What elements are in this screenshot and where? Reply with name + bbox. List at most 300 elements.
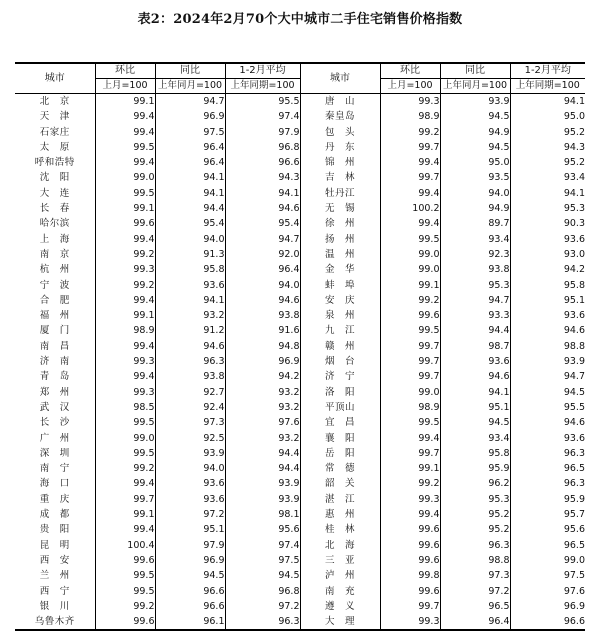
right-mom-cell: 99.7: [380, 599, 440, 614]
left-avg-cell: 93.9: [225, 492, 300, 507]
right-avg-cell: 95.7: [510, 507, 585, 522]
right-city-cell: 赣 州: [300, 339, 380, 354]
right-avg-cell: 96.3: [510, 446, 585, 461]
table-row: [15, 186, 585, 201]
right-avg-cell: 95.0: [510, 109, 585, 124]
right-mom-cell: 99.0: [380, 247, 440, 262]
table-row: [15, 385, 585, 400]
left-city-cell: 长 春: [39, 203, 70, 215]
right-mom-cell: 99.7: [380, 446, 440, 461]
right-city-cell: 岳 阳: [300, 446, 380, 461]
left-yoy-cell: 93.6: [155, 278, 225, 293]
left-yoy-cell: 91.3: [155, 247, 225, 262]
left-mom-cell: 99.2: [95, 461, 155, 476]
right-avg-cell: 94.5: [510, 385, 585, 400]
right-city-cell: 安 庆: [300, 293, 380, 308]
left-mom-cell: 99.5: [95, 140, 155, 155]
left-yoy-cell: 97.9: [155, 538, 225, 553]
table-row: [15, 293, 585, 308]
right-yoy-cell: 95.0: [440, 155, 510, 170]
table-row: [15, 323, 585, 338]
left-yoy-cell: 94.0: [155, 461, 225, 476]
left-city-cell: 深 圳: [39, 447, 70, 459]
table-row: [15, 431, 585, 446]
left-city-cell: 西 安: [39, 554, 70, 566]
right-avg-cell: 95.9: [510, 492, 585, 507]
left-avg-cell: 95.5: [225, 94, 300, 110]
left-yoy-cell: 96.6: [155, 584, 225, 599]
table-row: [15, 247, 585, 262]
left-yoy-cell: 93.6: [155, 492, 225, 507]
left-yoy-cell: 95.8: [155, 262, 225, 277]
right-city-cell: 温 州: [300, 247, 380, 262]
right-yoy-cell: 93.4: [440, 232, 510, 247]
right-mom-cell: 99.5: [380, 323, 440, 338]
right-yoy-cell: 92.3: [440, 247, 510, 262]
left-yoy-cell: 96.9: [155, 553, 225, 568]
right-yoy-cell: 94.9: [440, 125, 510, 140]
right-yoy-cell: 94.0: [440, 186, 510, 201]
right-yoy-cell: 95.3: [440, 492, 510, 507]
left-yoy-cell: 91.2: [155, 323, 225, 338]
right-yoy-cell: 96.5: [440, 599, 510, 614]
left-yoy-cell: 97.2: [155, 507, 225, 522]
left-mom-cell: 99.7: [95, 492, 155, 507]
left-city-cell: 成 都: [39, 509, 70, 521]
right-avg-cell: 94.7: [510, 369, 585, 384]
right-yoy-cell: 93.8: [440, 262, 510, 277]
table-title: 表2：2024年2月70个大中城市二手住宅销售价格指数: [137, 12, 463, 27]
table-row: [15, 599, 585, 614]
right-yoy-cell: 95.8: [440, 446, 510, 461]
left-yoy-cell: 94.1: [155, 186, 225, 201]
left-yoy-cell: 94.4: [155, 201, 225, 216]
subheader-yoy-right: 上年同月=100: [440, 79, 510, 94]
table-body: [15, 94, 585, 631]
left-yoy-cell: 96.6: [155, 599, 225, 614]
left-mom-cell: 98.5: [95, 400, 155, 415]
left-mom-cell: 99.4: [95, 109, 155, 124]
right-mom-cell: 99.6: [380, 553, 440, 568]
right-city-cell: 湛 江: [300, 492, 380, 507]
table-row: [15, 232, 585, 247]
right-mom-cell: 99.2: [380, 125, 440, 140]
left-city-cell: 西 宁: [39, 585, 70, 597]
right-yoy-cell: 97.3: [440, 568, 510, 583]
left-city-cell: 厦 门: [39, 325, 70, 337]
right-mom-cell: 99.1: [380, 278, 440, 293]
right-mom-cell: 99.3: [380, 94, 440, 110]
left-mom-cell: 99.4: [95, 293, 155, 308]
left-city-cell: 沈 阳: [39, 172, 70, 184]
right-city-cell: 唐 山: [300, 94, 380, 110]
left-city-cell: 南 宁: [39, 463, 70, 475]
left-avg-cell: 95.4: [225, 216, 300, 231]
right-yoy-cell: 96.2: [440, 476, 510, 491]
left-yoy-cell: 96.4: [155, 140, 225, 155]
left-yoy-cell: 96.4: [155, 155, 225, 170]
left-mom-cell: 99.1: [95, 201, 155, 216]
left-yoy-cell: 94.1: [155, 170, 225, 185]
left-avg-cell: 97.6: [225, 415, 300, 430]
left-mom-cell: 99.1: [95, 308, 155, 323]
right-city-cell: 襄 阳: [300, 431, 380, 446]
right-mom-cell: 99.6: [380, 308, 440, 323]
left-mom-cell: 99.4: [95, 125, 155, 140]
left-mom-cell: 99.1: [95, 94, 155, 110]
left-mom-cell: 99.5: [95, 584, 155, 599]
left-city-cell: 银 川: [39, 600, 70, 612]
left-avg-cell: 97.4: [225, 538, 300, 553]
subheader-avg-left: 上年同期=100: [225, 79, 300, 94]
right-yoy-cell: 98.7: [440, 339, 510, 354]
left-city-cell: 合 肥: [39, 294, 70, 306]
left-yoy-cell: 92.4: [155, 400, 225, 415]
right-city-cell: 大 理: [300, 614, 380, 630]
right-mom-cell: 99.5: [380, 232, 440, 247]
right-yoy-cell: 95.2: [440, 522, 510, 537]
left-yoy-cell: 92.7: [155, 385, 225, 400]
table-row: [15, 125, 585, 140]
left-city-cell: 大 连: [39, 187, 70, 199]
table-row: [15, 507, 585, 522]
left-avg-cell: 94.6: [225, 201, 300, 216]
right-yoy-cell: 94.4: [440, 323, 510, 338]
left-mom-cell: 99.4: [95, 155, 155, 170]
table-row: [15, 553, 585, 568]
left-city-cell: 郑 州: [39, 386, 70, 398]
left-mom-cell: 99.2: [95, 247, 155, 262]
right-yoy-cell: 93.4: [440, 431, 510, 446]
header-yoy-right: 同比: [440, 63, 510, 79]
right-mom-cell: 99.6: [380, 584, 440, 599]
left-city-cell: 呼和浩特: [34, 157, 75, 169]
right-city-cell: 惠 州: [300, 507, 380, 522]
right-avg-cell: 97.5: [510, 568, 585, 583]
header-mom-left: 环比: [95, 63, 155, 79]
right-avg-cell: 98.8: [510, 339, 585, 354]
left-avg-cell: 95.6: [225, 522, 300, 537]
header-avg-left: 1-2月平均: [225, 63, 300, 79]
right-city-cell: 丹 东: [300, 140, 380, 155]
right-avg-cell: 94.6: [510, 323, 585, 338]
right-city-cell: 烟 台: [300, 354, 380, 369]
right-avg-cell: 93.0: [510, 247, 585, 262]
left-city-cell: 天 津: [39, 111, 70, 123]
right-city-cell: 无 锡: [300, 201, 380, 216]
left-mom-cell: 99.3: [95, 262, 155, 277]
right-mom-cell: 99.7: [380, 170, 440, 185]
left-mom-cell: 99.6: [95, 216, 155, 231]
left-avg-cell: 93.2: [225, 385, 300, 400]
right-city-cell: 秦皇岛: [300, 109, 380, 124]
left-yoy-cell: 94.0: [155, 232, 225, 247]
right-avg-cell: 96.9: [510, 599, 585, 614]
right-avg-cell: 95.2: [510, 125, 585, 140]
left-avg-cell: 93.9: [225, 476, 300, 491]
right-avg-cell: 95.3: [510, 201, 585, 216]
price-index-table: [15, 62, 585, 631]
left-avg-cell: 94.2: [225, 369, 300, 384]
table-row: [15, 369, 585, 384]
subheader-yoy-left: 上年同月=100: [155, 79, 225, 94]
right-mom-cell: 98.9: [380, 400, 440, 415]
table-row: [15, 400, 585, 415]
left-city-cell: 青 岛: [39, 371, 70, 383]
right-mom-cell: 99.4: [380, 507, 440, 522]
right-yoy-cell: 98.8: [440, 553, 510, 568]
left-avg-cell: 96.6: [225, 155, 300, 170]
right-avg-cell: 93.9: [510, 354, 585, 369]
left-avg-cell: 94.6: [225, 293, 300, 308]
right-city-cell: 九 江: [300, 323, 380, 338]
left-avg-cell: 96.4: [225, 262, 300, 277]
right-mom-cell: 99.1: [380, 461, 440, 476]
right-city-cell: 牡丹江: [300, 186, 380, 201]
right-yoy-cell: 94.5: [440, 415, 510, 430]
left-city-cell: 海 口: [39, 478, 70, 490]
left-yoy-cell: 92.5: [155, 431, 225, 446]
left-city-cell: 太 原: [39, 141, 70, 153]
table-row: [15, 476, 585, 491]
right-avg-cell: 93.6: [510, 232, 585, 247]
right-city-cell: 蚌 埠: [300, 278, 380, 293]
right-mom-cell: 99.4: [380, 186, 440, 201]
right-mom-cell: 99.8: [380, 568, 440, 583]
header-city-right: 城市: [300, 63, 380, 94]
left-avg-cell: 94.3: [225, 170, 300, 185]
right-city-cell: 南 充: [300, 584, 380, 599]
left-city-cell: 重 庆: [39, 493, 70, 505]
table-row: [15, 201, 585, 216]
left-city-cell: 杭 州: [39, 264, 70, 276]
left-mom-cell: 99.5: [95, 415, 155, 430]
header-city-left: 城市: [15, 63, 95, 94]
right-yoy-cell: 95.3: [440, 278, 510, 293]
right-city-cell: 济 宁: [300, 369, 380, 384]
right-yoy-cell: 97.2: [440, 584, 510, 599]
right-city-cell: 吉 林: [300, 170, 380, 185]
right-mom-cell: 99.4: [380, 216, 440, 231]
right-mom-cell: 99.7: [380, 140, 440, 155]
left-avg-cell: 93.2: [225, 431, 300, 446]
left-avg-cell: 94.1: [225, 186, 300, 201]
right-avg-cell: 96.5: [510, 538, 585, 553]
left-city-cell: 宁 波: [39, 279, 70, 291]
right-mom-cell: 99.7: [380, 354, 440, 369]
left-avg-cell: 97.5: [225, 553, 300, 568]
table-row: [15, 278, 585, 293]
left-yoy-cell: 95.4: [155, 216, 225, 231]
left-city-cell: 济 南: [39, 356, 70, 368]
right-yoy-cell: 94.5: [440, 140, 510, 155]
table-row: [15, 262, 585, 277]
left-avg-cell: 96.3: [225, 614, 300, 630]
right-mom-cell: 99.6: [380, 522, 440, 537]
right-city-cell: 泸 州: [300, 568, 380, 583]
left-mom-cell: 99.4: [95, 369, 155, 384]
right-city-cell: 洛 阳: [300, 385, 380, 400]
left-yoy-cell: 94.5: [155, 568, 225, 583]
right-city-cell: 北 海: [300, 538, 380, 553]
right-city-cell: 泉 州: [300, 308, 380, 323]
right-avg-cell: 96.6: [510, 614, 585, 630]
table-row: [15, 415, 585, 430]
right-mom-cell: 100.2: [380, 201, 440, 216]
right-mom-cell: 99.4: [380, 155, 440, 170]
left-avg-cell: 92.0: [225, 247, 300, 262]
right-city-cell: 常 德: [300, 461, 380, 476]
left-avg-cell: 94.4: [225, 446, 300, 461]
table-row: [15, 308, 585, 323]
left-mom-cell: 99.2: [95, 599, 155, 614]
right-city-cell: 金 华: [300, 262, 380, 277]
right-avg-cell: 95.2: [510, 155, 585, 170]
left-mom-cell: 99.3: [95, 354, 155, 369]
right-mom-cell: 99.3: [380, 492, 440, 507]
left-avg-cell: 96.9: [225, 354, 300, 369]
right-yoy-cell: 94.9: [440, 201, 510, 216]
left-avg-cell: 94.4: [225, 461, 300, 476]
left-city-cell: 乌鲁木齐: [15, 614, 95, 630]
right-avg-cell: 94.1: [510, 186, 585, 201]
right-yoy-cell: 93.5: [440, 170, 510, 185]
right-avg-cell: 95.6: [510, 522, 585, 537]
right-city-cell: 桂 林: [300, 522, 380, 537]
right-yoy-cell: 93.9: [440, 94, 510, 110]
right-avg-cell: 97.6: [510, 584, 585, 599]
right-mom-cell: 99.2: [380, 293, 440, 308]
table-row: [15, 446, 585, 461]
right-city-cell: 遵 义: [300, 599, 380, 614]
right-city-cell: 平顶山: [300, 400, 380, 415]
right-city-cell: 三 亚: [300, 553, 380, 568]
right-city-cell: 扬 州: [300, 232, 380, 247]
table-row: [15, 216, 585, 231]
left-mom-cell: 99.5: [95, 186, 155, 201]
left-yoy-cell: 97.3: [155, 415, 225, 430]
right-yoy-cell: 94.6: [440, 369, 510, 384]
right-avg-cell: 95.8: [510, 278, 585, 293]
right-city-cell: 韶 关: [300, 476, 380, 491]
table-row: [15, 354, 585, 369]
right-mom-cell: 99.7: [380, 369, 440, 384]
left-avg-cell: 94.5: [225, 568, 300, 583]
left-yoy-cell: 97.5: [155, 125, 225, 140]
right-avg-cell: 93.6: [510, 308, 585, 323]
right-mom-cell: 99.2: [380, 476, 440, 491]
left-yoy-cell: 93.9: [155, 446, 225, 461]
header-mom-right: 环比: [380, 63, 440, 79]
left-yoy-cell: 93.2: [155, 308, 225, 323]
table-row: [15, 538, 585, 553]
left-mom-cell: 99.4: [95, 476, 155, 491]
left-city-cell: 南 京: [39, 248, 70, 260]
left-mom-cell: 99.4: [95, 232, 155, 247]
table-row: [15, 568, 585, 583]
left-mom-cell: 99.4: [95, 339, 155, 354]
left-mom-cell: 99.6: [95, 553, 155, 568]
right-yoy-cell: 95.2: [440, 507, 510, 522]
left-city-cell: 昆 明: [39, 539, 70, 551]
left-avg-cell: 91.6: [225, 323, 300, 338]
left-city-cell: 南 昌: [39, 340, 70, 352]
left-city-cell: 北 京: [39, 96, 70, 107]
right-mom-cell: 99.5: [380, 415, 440, 430]
right-city-cell: 包 头: [300, 125, 380, 140]
right-city-cell: 锦 州: [300, 155, 380, 170]
left-yoy-cell: 93.8: [155, 369, 225, 384]
table-row: [15, 461, 585, 476]
right-yoy-cell: 93.6: [440, 354, 510, 369]
right-avg-cell: 94.1: [510, 94, 585, 110]
left-mom-cell: 99.0: [95, 170, 155, 185]
left-avg-cell: 98.1: [225, 507, 300, 522]
subheader-avg-right: 上年同期=100: [510, 79, 585, 94]
table-row: [15, 155, 585, 170]
right-yoy-cell: 94.5: [440, 109, 510, 124]
table-row: [15, 94, 585, 110]
right-mom-cell: 99.0: [380, 262, 440, 277]
right-avg-cell: 96.5: [510, 461, 585, 476]
left-city-cell: 哈尔滨: [39, 218, 70, 230]
right-avg-cell: 93.4: [510, 170, 585, 185]
left-city-cell: 贵 阳: [39, 524, 70, 536]
left-avg-cell: 96.8: [225, 584, 300, 599]
left-mom-cell: 99.3: [95, 385, 155, 400]
left-yoy-cell: 96.9: [155, 109, 225, 124]
left-avg-cell: 96.8: [225, 140, 300, 155]
right-mom-cell: 99.7: [380, 339, 440, 354]
left-mom-cell: 99.5: [95, 568, 155, 583]
table-row: [15, 140, 585, 155]
left-city-cell: 武 汉: [39, 401, 70, 413]
right-mom-cell: 99.6: [380, 538, 440, 553]
left-mom-cell: 99.1: [95, 507, 155, 522]
right-yoy-cell: 96.4: [440, 614, 510, 630]
left-yoy-cell: 96.1: [155, 614, 225, 630]
left-yoy-cell: 94.1: [155, 293, 225, 308]
left-avg-cell: 93.2: [225, 400, 300, 415]
left-mom-cell: 99.6: [95, 614, 155, 630]
left-city-cell: 长 沙: [39, 417, 70, 429]
left-city-cell: 福 州: [39, 310, 70, 322]
right-mom-cell: 98.9: [380, 109, 440, 124]
left-avg-cell: 94.7: [225, 232, 300, 247]
table-row: [15, 584, 585, 599]
left-city-cell: 石家庄: [39, 126, 70, 138]
right-avg-cell: 94.3: [510, 140, 585, 155]
left-avg-cell: 97.4: [225, 109, 300, 124]
left-avg-cell: 93.8: [225, 308, 300, 323]
table-row: [15, 109, 585, 124]
table-header: [15, 63, 585, 94]
right-mom-cell: 99.0: [380, 385, 440, 400]
left-city-cell: 上 海: [39, 233, 70, 245]
right-avg-cell: 93.6: [510, 431, 585, 446]
right-avg-cell: 95.1: [510, 293, 585, 308]
right-avg-cell: 94.2: [510, 262, 585, 277]
right-yoy-cell: 96.3: [440, 538, 510, 553]
subheader-mom-right: 上月=100: [380, 79, 440, 94]
table-row: [15, 522, 585, 537]
left-mom-cell: 99.0: [95, 431, 155, 446]
table-row: [15, 170, 585, 185]
subheader-mom-left: 上月=100: [95, 79, 155, 94]
right-yoy-cell: 94.7: [440, 293, 510, 308]
left-mom-cell: 99.2: [95, 278, 155, 293]
table-row: [15, 339, 585, 354]
